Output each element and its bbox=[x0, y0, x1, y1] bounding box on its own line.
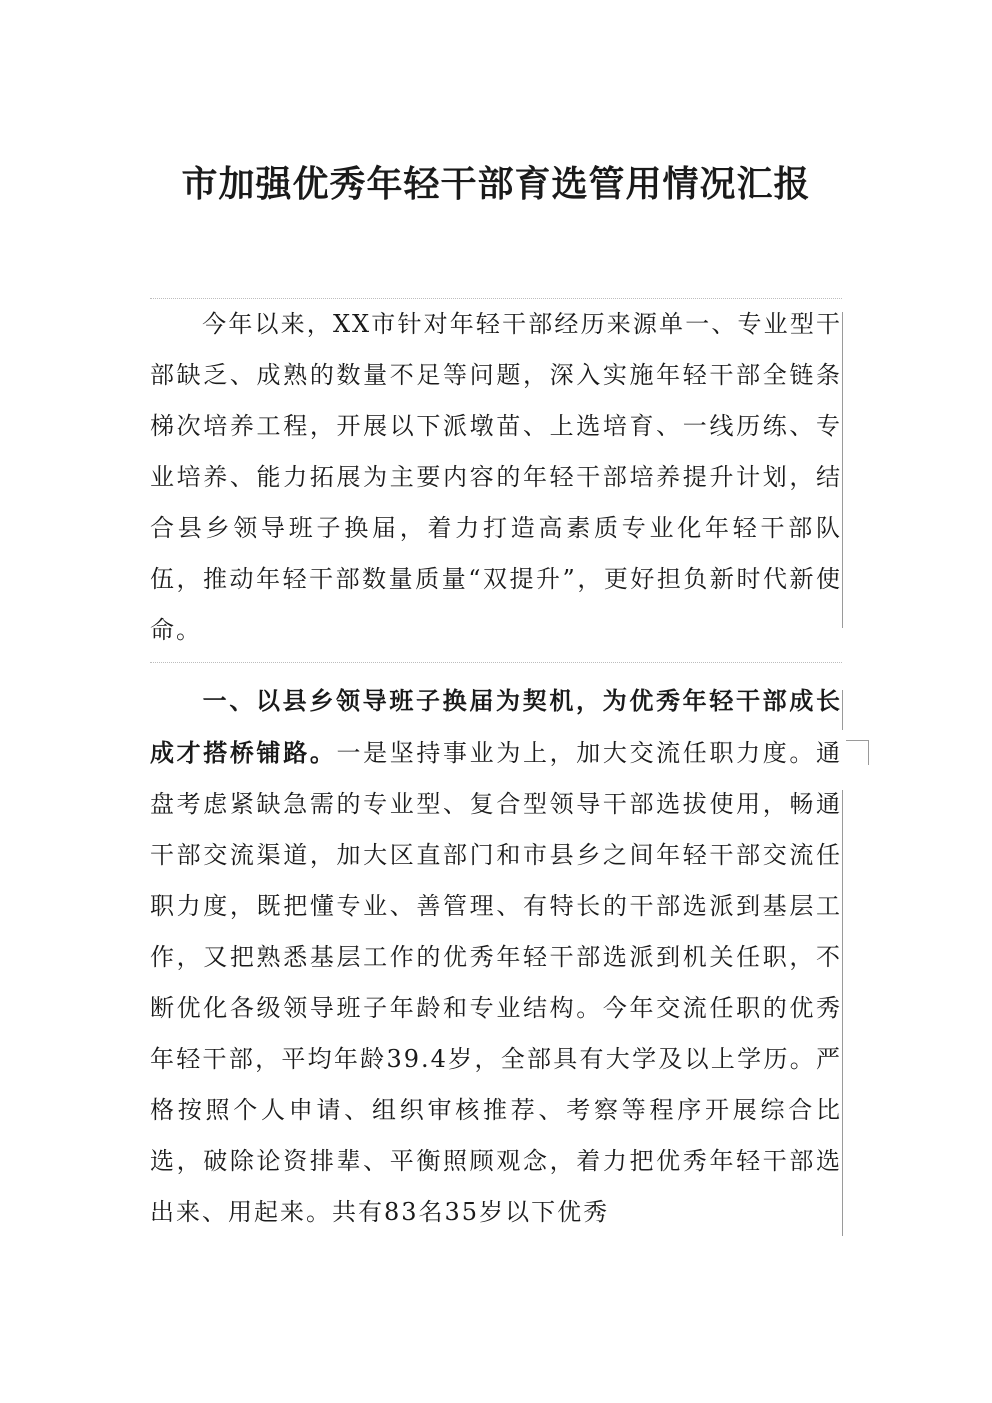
section-1-body-text: 一是坚持事业为上，加大交流任职力度。通盘考虑紧缺急需的专业型、复合型领导干部选拔使用，畅通干部交流渠道，加大区直部门和市县乡之间年轻干部交流任职力度，既把懂专业、善管理、有特长的干部选派到基层工作，又把熟悉基层工作的优秀年轻干部选派到机关任职，不断优化各级领导班子年龄和专业结构。今年交流任职的优秀年轻干部，平均年龄39.4岁，全部具有大学及以上学历。严格按照个人申请、组织审核推荐、考察等程序开展综合比选，破除论资排辈、平衡照顾观念，着力把优秀年轻干部选出来、用起来。共有83名35岁以下优秀 bbox=[150, 739, 843, 1226]
intro-paragraph bbox=[150, 298, 842, 663]
revision-margin-bar bbox=[842, 790, 843, 1236]
revision-margin-bar bbox=[842, 312, 843, 628]
revision-margin-marker bbox=[846, 740, 869, 765]
section-1-heading: 一、以县乡领导班子换届为契机，为优秀年轻干部成长成才搭桥铺路。 bbox=[150, 686, 842, 767]
section-1-paragraph bbox=[150, 675, 842, 1238]
document-title: 市加强优秀年轻干部育选管用情况汇报 bbox=[181, 163, 811, 205]
revision-margin-bar bbox=[842, 690, 843, 730]
intro-paragraph-text: 今年以来，XX市针对年轻干部经历来源单一、专业型干部缺乏、成熟的数量不足等问题，深入实施年轻干部全链条梯次培养工程，开展以下派墩苗、上选培育、一线历练、专业培养、能力拓展为主要内容的年轻干部培养提升计划，结合县乡领导班子换届，着力打造高素质专业化年轻干部队伍，推动年轻干部数量质量“双提升”，更好担负新时代新使命。 bbox=[150, 310, 842, 644]
